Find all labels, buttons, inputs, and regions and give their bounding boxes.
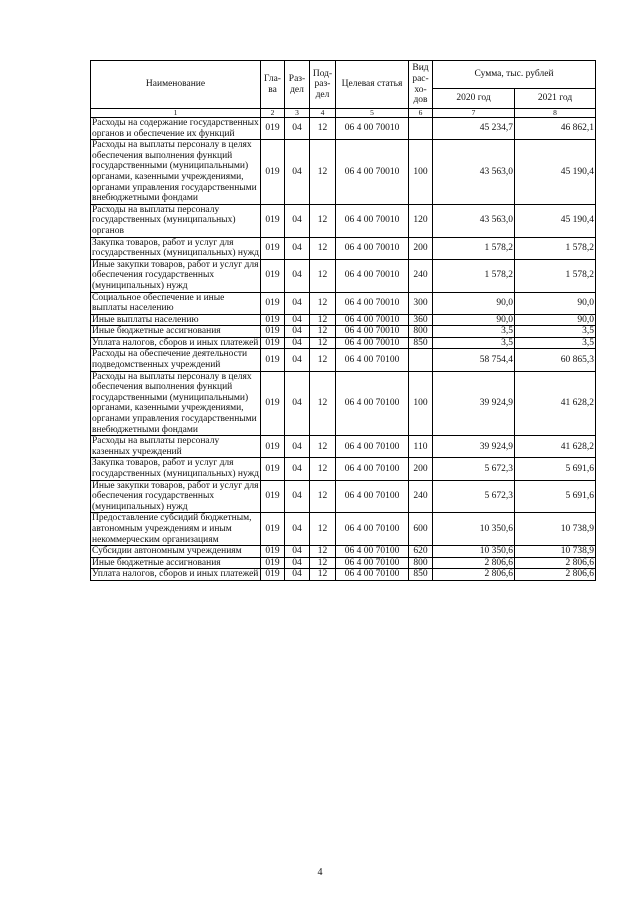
cell-razdel: 04 bbox=[285, 292, 310, 314]
cell-sum-2020: 43 563,0 bbox=[433, 204, 515, 237]
cell-name: Расходы на содержание государственных органов и обеспечение их функций bbox=[92, 118, 259, 139]
cell-vid: 100 bbox=[409, 140, 433, 205]
table-row bbox=[91, 546, 596, 558]
cell-podrazdel: 12 bbox=[310, 349, 336, 371]
cell-sum-2020: 3,5 bbox=[433, 326, 515, 338]
cell-name: Закупка товаров, работ и услуг для государственных (муниципальных) нужд bbox=[92, 458, 259, 479]
cell-podrazdel: 12 bbox=[310, 546, 336, 558]
table-row bbox=[91, 259, 596, 292]
cell-glava: 019 bbox=[261, 292, 285, 314]
cell-glava: 019 bbox=[261, 337, 285, 349]
cell-target: 06 4 00 70100 bbox=[336, 371, 409, 436]
table-row bbox=[91, 458, 596, 480]
cell-glava: 019 bbox=[261, 140, 285, 205]
cell-target: 06 4 00 70100 bbox=[336, 546, 409, 558]
cell-name: Субсидии автономным учреждениям bbox=[91, 546, 261, 558]
cell-target: 06 4 00 70100 bbox=[336, 480, 409, 513]
cell-razdel: 04 bbox=[285, 237, 310, 259]
cell-name: Иные бюджетные ассигнования bbox=[91, 557, 261, 569]
cell-target: 06 4 00 70100 bbox=[336, 458, 409, 480]
table-row bbox=[91, 204, 596, 237]
cell-razdel: 04 bbox=[285, 371, 310, 436]
page-number: 4 bbox=[317, 867, 323, 878]
cell-sum-2021: 5 691,6 bbox=[515, 480, 596, 513]
cell-vid: 200 bbox=[409, 458, 433, 480]
cell-sum-2020: 90,0 bbox=[433, 292, 515, 314]
cell-vid: 600 bbox=[409, 513, 433, 546]
cell-podrazdel: 12 bbox=[310, 118, 336, 140]
cell-glava: 019 bbox=[261, 557, 285, 569]
cell-razdel: 04 bbox=[285, 546, 310, 558]
cell-sum-2020: 43 563,0 bbox=[433, 140, 515, 205]
cell-name: Расходы на выплаты персоналу государственных (муниципальных) органов bbox=[91, 204, 261, 237]
table-row bbox=[91, 326, 596, 338]
cell-vid: 620 bbox=[409, 546, 433, 558]
cell-sum-2021: 45 190,4 bbox=[515, 204, 596, 237]
cell-sum-2021: 2 806,6 bbox=[515, 569, 596, 581]
cell-razdel: 04 bbox=[285, 204, 310, 237]
cell-podrazdel: 12 bbox=[310, 371, 336, 436]
cell-target: 06 4 00 70010 bbox=[336, 237, 409, 259]
cell-podrazdel: 12 bbox=[310, 204, 336, 237]
cell-glava: 019 bbox=[261, 118, 285, 140]
cell-glava: 019 bbox=[261, 513, 285, 546]
cell-target: 06 4 00 70100 bbox=[336, 513, 409, 546]
column-number: 8 bbox=[515, 109, 596, 118]
cell-glava: 019 bbox=[261, 349, 285, 371]
table-row bbox=[91, 292, 596, 314]
table-row bbox=[91, 371, 596, 436]
table-row bbox=[91, 337, 596, 349]
table-row bbox=[91, 480, 596, 513]
cell-sum-2020: 3,5 bbox=[433, 337, 515, 349]
column-number: 7 bbox=[433, 109, 515, 118]
cell-name: Расходы на выплаты персоналу в целях обеспечения выполнения функций государственными (муниципальными) органами, казенными учреждениями, органами управления государственными внебюджетными фондами bbox=[91, 140, 261, 205]
table-row bbox=[91, 237, 596, 259]
cell-razdel: 04 bbox=[285, 480, 310, 513]
cell-name: Иные выплаты населению bbox=[91, 314, 261, 326]
cell-vid: 110 bbox=[409, 436, 433, 458]
cell-glava: 019 bbox=[261, 259, 285, 292]
cell-razdel: 04 bbox=[285, 337, 310, 349]
cell-name: Социальное обеспечение и иные выплаты населению bbox=[91, 292, 261, 314]
cell-podrazdel: 12 bbox=[310, 458, 336, 480]
cell-vid: 850 bbox=[409, 337, 433, 349]
table-body bbox=[91, 118, 596, 581]
cell-podrazdel: 12 bbox=[310, 337, 336, 349]
cell-sum-2021: 1 578,2 bbox=[515, 259, 596, 292]
cell-glava: 019 bbox=[261, 569, 285, 581]
cell-vid: 240 bbox=[409, 480, 433, 513]
header-year-2020: 2020 год bbox=[433, 89, 515, 109]
table-row bbox=[91, 436, 596, 458]
cell-razdel: 04 bbox=[285, 513, 310, 546]
cell-name: Закупка товаров, работ и услуг для государственных (муниципальных) нужд bbox=[92, 237, 259, 259]
cell-vid bbox=[409, 118, 433, 140]
cell-target: 06 4 00 70010 bbox=[336, 204, 409, 237]
table-row bbox=[91, 513, 596, 546]
header-name: Наименование bbox=[91, 61, 261, 109]
cell-glava: 019 bbox=[261, 458, 285, 480]
cell-podrazdel: 12 bbox=[310, 569, 336, 581]
cell-name: Иные бюджетные ассигнования bbox=[91, 326, 261, 338]
cell-sum-2020: 1 578,2 bbox=[433, 237, 515, 259]
cell-podrazdel: 12 bbox=[310, 326, 336, 338]
cell-razdel: 04 bbox=[285, 326, 310, 338]
column-number: 4 bbox=[310, 109, 336, 118]
cell-target: 06 4 00 70100 bbox=[336, 436, 409, 458]
cell-sum-2021: 41 628,2 bbox=[515, 371, 596, 436]
cell-glava: 019 bbox=[261, 546, 285, 558]
cell-target: 06 4 00 70010 bbox=[336, 118, 409, 140]
cell-vid: 850 bbox=[409, 569, 433, 581]
cell-glava: 019 bbox=[261, 371, 285, 436]
cell-vid: 100 bbox=[409, 371, 433, 436]
cell-sum-2020: 90,0 bbox=[433, 314, 515, 326]
cell-sum-2021: 41 628,2 bbox=[515, 436, 596, 458]
cell-sum-2020: 58 754,4 bbox=[433, 349, 515, 371]
budget-table bbox=[90, 60, 596, 581]
cell-razdel: 04 bbox=[285, 118, 310, 140]
cell-target: 06 4 00 70010 bbox=[336, 259, 409, 292]
cell-target: 06 4 00 70010 bbox=[336, 314, 409, 326]
cell-target: 06 4 00 70010 bbox=[336, 337, 409, 349]
cell-sum-2020: 10 350,6 bbox=[433, 546, 515, 558]
cell-vid: 240 bbox=[409, 259, 433, 292]
column-number: 6 bbox=[409, 109, 433, 118]
cell-razdel: 04 bbox=[285, 436, 310, 458]
cell-sum-2021: 10 738,9 bbox=[515, 513, 596, 546]
column-number: 3 bbox=[285, 109, 310, 118]
header-razdel: Раз-дел bbox=[285, 61, 310, 109]
cell-target: 06 4 00 70100 bbox=[336, 349, 409, 371]
cell-sum-2020: 39 924,9 bbox=[433, 436, 515, 458]
cell-sum-2020: 5 672,3 bbox=[433, 458, 515, 480]
header-target: Целевая статья bbox=[336, 61, 409, 109]
cell-sum-2021: 90,0 bbox=[515, 314, 596, 326]
cell-sum-2021: 10 738,9 bbox=[515, 546, 596, 558]
cell-razdel: 04 bbox=[285, 259, 310, 292]
cell-vid: 120 bbox=[409, 204, 433, 237]
cell-podrazdel: 12 bbox=[310, 259, 336, 292]
cell-glava: 019 bbox=[261, 326, 285, 338]
cell-name: Расходы на обеспечение деятельности подведомственных учреждений bbox=[91, 349, 261, 371]
cell-sum-2021: 3,5 bbox=[515, 326, 596, 338]
cell-sum-2020: 5 672,3 bbox=[433, 480, 515, 513]
cell-sum-2021: 60 865,3 bbox=[515, 349, 596, 371]
cell-name: Расходы на выплаты персоналу в целях обеспечения выполнения функций государственными (муниципальными) органами, казенными учреждениями, органами управления государственными внебюджетными фондами bbox=[91, 371, 261, 436]
cell-podrazdel: 12 bbox=[310, 480, 336, 513]
cell-podrazdel: 12 bbox=[310, 314, 336, 326]
cell-podrazdel: 12 bbox=[310, 292, 336, 314]
header-vid: Вид рас-хо-дов bbox=[409, 61, 433, 109]
cell-sum-2021: 3,5 bbox=[515, 337, 596, 349]
column-numbers-row bbox=[91, 109, 596, 118]
cell-razdel: 04 bbox=[285, 569, 310, 581]
cell-name: Иные закупки товаров, работ и услуг для обеспечения государственных (муниципальных) нужд bbox=[91, 480, 261, 513]
cell-target: 06 4 00 70010 bbox=[336, 140, 409, 205]
cell-vid: 300 bbox=[409, 292, 433, 314]
table-row bbox=[91, 314, 596, 326]
cell-sum-2021: 5 691,6 bbox=[515, 458, 596, 480]
cell-glava: 019 bbox=[261, 204, 285, 237]
cell-glava: 019 bbox=[261, 314, 285, 326]
cell-target: 06 4 00 70010 bbox=[336, 326, 409, 338]
cell-sum-2021: 45 190,4 bbox=[515, 140, 596, 205]
cell-sum-2020: 2 806,6 bbox=[433, 569, 515, 581]
column-number: 5 bbox=[336, 109, 409, 118]
cell-glava: 019 bbox=[261, 480, 285, 513]
header-year-2021: 2021 год bbox=[515, 89, 596, 109]
cell-glava: 019 bbox=[261, 237, 285, 259]
cell-sum-2020: 10 350,6 bbox=[433, 513, 515, 546]
cell-sum-2021: 2 806,6 bbox=[515, 557, 596, 569]
cell-sum-2020: 39 924,9 bbox=[433, 371, 515, 436]
column-number: 2 bbox=[261, 109, 285, 118]
cell-razdel: 04 bbox=[285, 458, 310, 480]
cell-glava: 019 bbox=[261, 436, 285, 458]
cell-podrazdel: 12 bbox=[310, 140, 336, 205]
table-row bbox=[91, 349, 596, 371]
cell-vid: 200 bbox=[409, 237, 433, 259]
cell-sum-2020: 2 806,6 bbox=[433, 557, 515, 569]
cell-sum-2021: 90,0 bbox=[515, 292, 596, 314]
cell-podrazdel: 12 bbox=[310, 557, 336, 569]
cell-name: Уплата налогов, сборов и иных платежей bbox=[91, 569, 261, 581]
cell-sum-2021: 46 862,1 bbox=[515, 118, 596, 140]
cell-razdel: 04 bbox=[285, 314, 310, 326]
cell-vid bbox=[409, 349, 433, 371]
table-row bbox=[91, 118, 596, 140]
cell-name: Предоставление субсидий бюджетным, автономным учреждениям и иным некоммерческим организациям bbox=[91, 513, 261, 546]
cell-razdel: 04 bbox=[285, 557, 310, 569]
cell-sum-2020: 45 234,7 bbox=[433, 118, 515, 140]
cell-vid: 360 bbox=[409, 314, 433, 326]
cell-vid: 800 bbox=[409, 557, 433, 569]
cell-target: 06 4 00 70100 bbox=[336, 557, 409, 569]
header-podrazdel: Под-раз-дел bbox=[310, 61, 336, 109]
cell-podrazdel: 12 bbox=[310, 237, 336, 259]
header-glava: Гла-ва bbox=[261, 61, 285, 109]
table-row bbox=[91, 140, 596, 205]
cell-name: Иные закупки товаров, работ и услуг для обеспечения государственных (муниципальных) нужд bbox=[91, 259, 261, 292]
cell-name: Уплата налогов, сборов и иных платежей bbox=[91, 337, 261, 349]
cell-vid: 800 bbox=[409, 326, 433, 338]
table-row bbox=[91, 557, 596, 569]
cell-sum-2021: 1 578,2 bbox=[515, 237, 596, 259]
cell-sum-2020: 1 578,2 bbox=[433, 259, 515, 292]
cell-target: 06 4 00 70010 bbox=[336, 292, 409, 314]
cell-target: 06 4 00 70100 bbox=[336, 569, 409, 581]
header-sum-title: Сумма, тыс. рублей bbox=[433, 61, 596, 89]
cell-podrazdel: 12 bbox=[310, 436, 336, 458]
cell-razdel: 04 bbox=[285, 349, 310, 371]
cell-name: Расходы на выплаты персоналу казенных учреждений bbox=[91, 436, 261, 458]
table-row bbox=[91, 569, 596, 581]
cell-razdel: 04 bbox=[285, 140, 310, 205]
cell-podrazdel: 12 bbox=[310, 513, 336, 546]
column-number: 1 bbox=[91, 109, 261, 118]
